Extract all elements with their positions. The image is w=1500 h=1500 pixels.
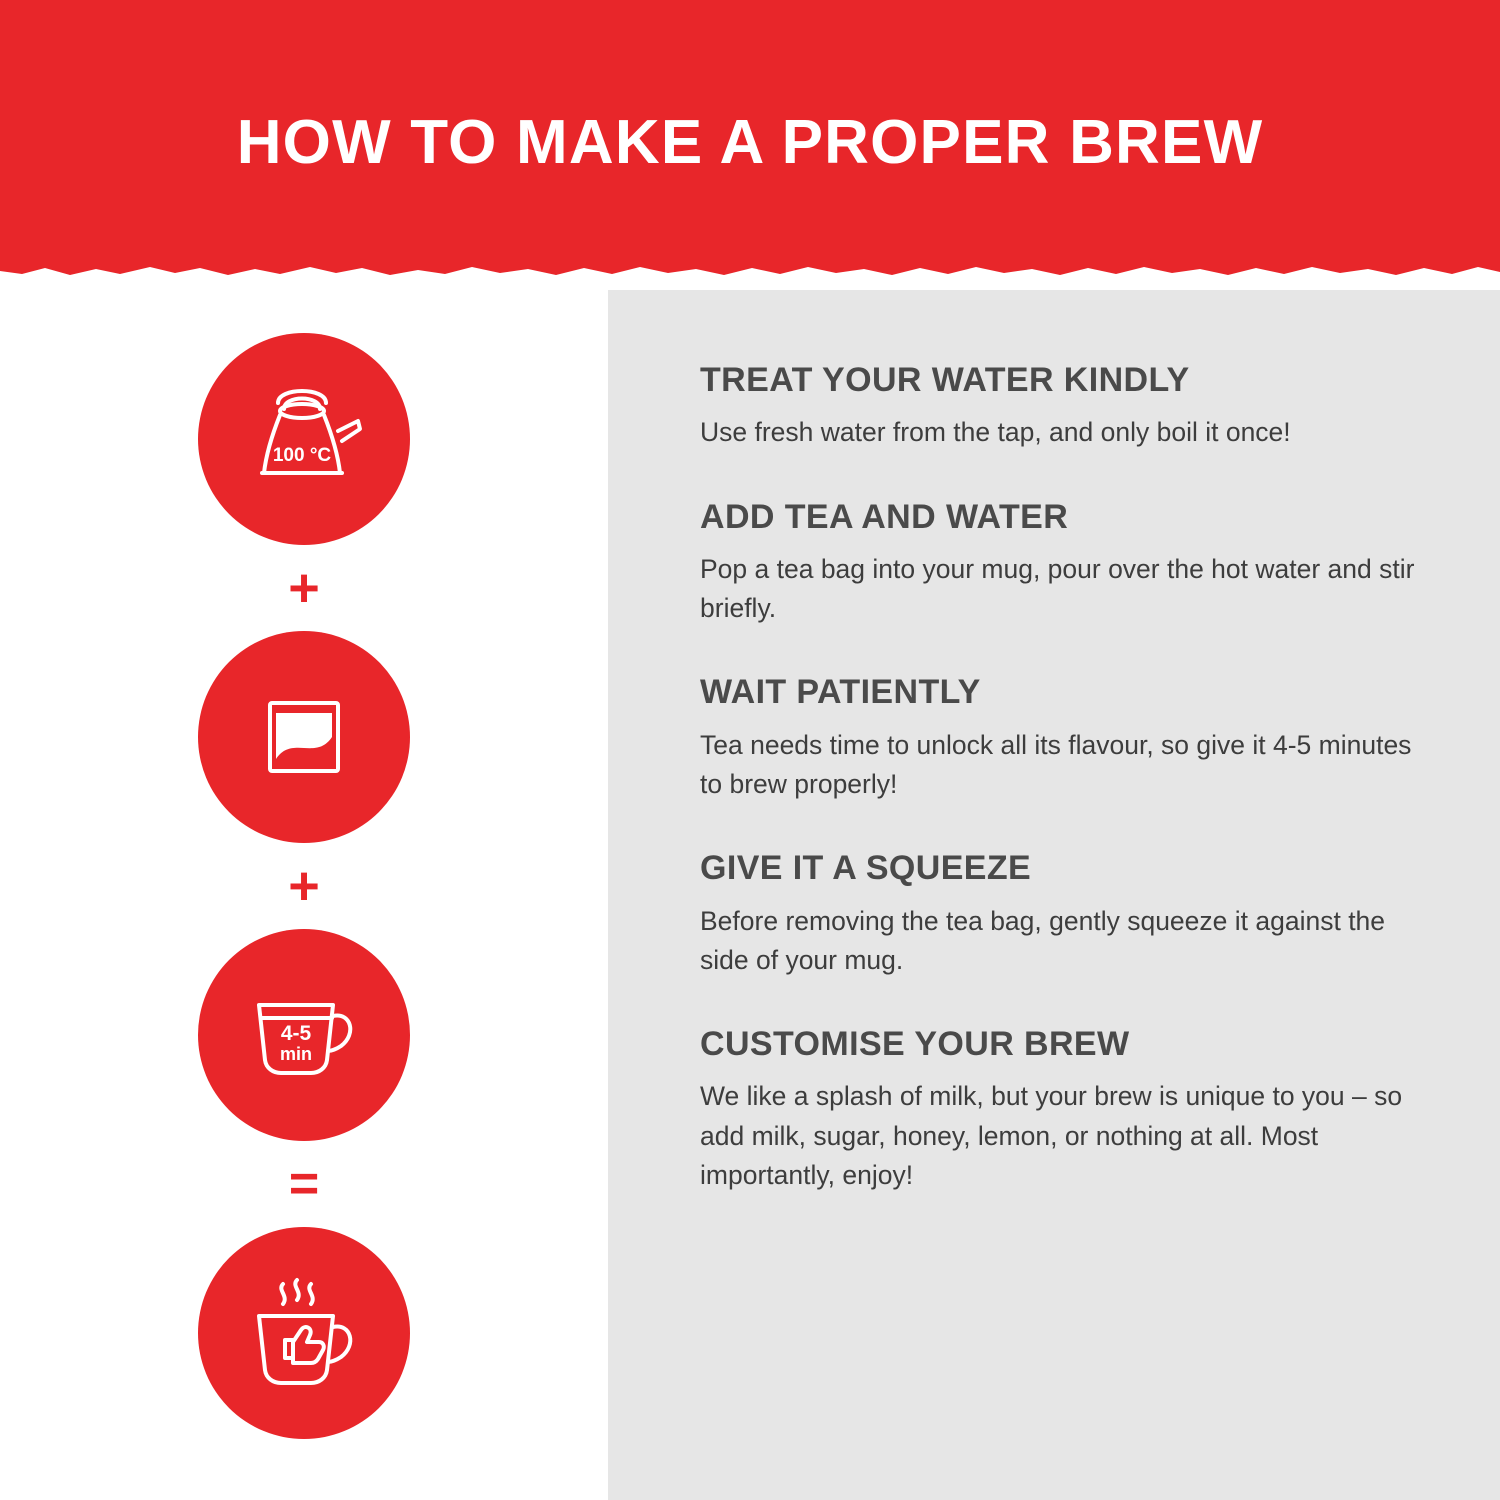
kettle-icon	[198, 333, 410, 545]
mug-thumbs-up-icon	[198, 1227, 410, 1439]
tea-bag-icon	[198, 631, 410, 843]
connector-plus-2: +	[288, 856, 320, 916]
step-title: WAIT PATIENTLY	[700, 673, 981, 712]
step-title: CUSTOMISE YOUR BREW	[700, 1025, 1130, 1064]
step-item	[700, 362, 1440, 453]
icon-chain	[0, 278, 608, 1500]
mug-time-label-top: 4-5	[280, 1022, 312, 1045]
step-item	[700, 499, 1440, 629]
step-body: Tea needs time to unlock all its flavour, so give it 4-5 minutes to brew properly!	[700, 729, 1412, 800]
mug-time-label-bottom: min	[279, 1044, 313, 1064]
step-body: We like a splash of milk, but your brew is unique to you – so add milk, sugar, honey, lemon, or nothing at all. Most importantly, enjoy!	[700, 1081, 1403, 1190]
steps-list	[700, 362, 1440, 1195]
kettle-temperature-label: 100 °C	[272, 445, 332, 466]
mug-timer-icon	[198, 929, 410, 1141]
step-title: ADD TEA AND WATER	[700, 497, 1069, 536]
connector-equals: =	[288, 1155, 320, 1213]
step-item	[700, 850, 1440, 980]
steps-panel	[608, 290, 1500, 1500]
step-body: Pop a tea bag into your mug, pour over the hot water and stir briefly.	[700, 554, 1415, 624]
connector-plus-1: +	[288, 558, 320, 618]
step-title: TREAT YOUR WATER KINDLY	[700, 361, 1190, 399]
icon-chain-panel	[0, 278, 608, 1500]
torn-paper-edge-icon	[0, 262, 1500, 278]
step-item	[700, 1026, 1440, 1195]
page-title: HOW TO MAKE A PROPER BREW	[236, 108, 1264, 177]
tea-bag-glyph-icon	[244, 677, 364, 797]
step-body: Before removing the tea bag, gently squeeze it against the side of your mug.	[700, 905, 1386, 975]
mug-thumbs-up-glyph-icon	[229, 1258, 379, 1408]
step-body: Use fresh water from the tap, and only boil it once!	[700, 417, 1291, 448]
step-item	[700, 674, 1440, 804]
header-banner	[0, 0, 1500, 278]
kettle-glyph-icon	[234, 369, 374, 509]
step-title: GIVE IT A SQUEEZE	[700, 849, 1032, 888]
mug-timer-glyph-icon	[229, 960, 379, 1110]
